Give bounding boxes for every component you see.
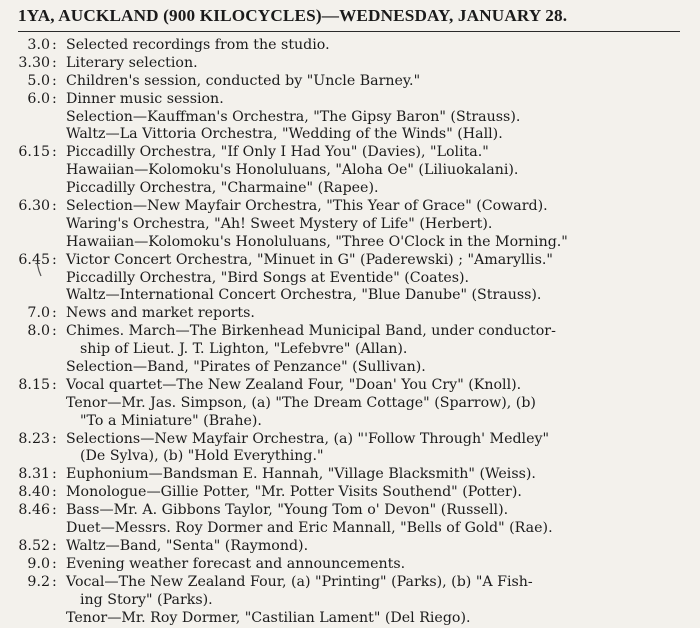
entry-text: Waltz—La Vittoria Orchestra, "Wedding of the Winds" (Hall). <box>66 126 503 143</box>
entry-text: "To a Miniature" (Brahe). <box>80 412 262 429</box>
schedule-entry-continuation <box>0 341 700 359</box>
schedule-entry <box>0 73 700 91</box>
schedule-entry-continuation <box>0 216 700 234</box>
entry-text: Dinner music session. <box>66 90 224 107</box>
entry-text: Literary selection. <box>66 54 198 71</box>
entry-time: 9.2 <box>27 573 50 590</box>
time-separator: : <box>52 72 57 89</box>
schedule-entry-continuation <box>0 180 700 198</box>
entry-text: Hawaiian—Kolomoku's Honoluluans, "Three O'Clock in the Morning." <box>66 233 568 250</box>
schedule-entry <box>0 466 700 484</box>
entry-text: Bass—Mr. A. Gibbons Taylor, "Young Tom o' Devon" (Russell). <box>66 502 509 519</box>
entry-text: Selection—Kauffman's Orchestra, "The Gipsy Baron" (Strauss). <box>66 108 521 125</box>
schedule-entry <box>0 144 700 162</box>
schedule-entry <box>0 252 700 270</box>
entry-text: Hawaiian—Kolomoku's Honoluluans, "Aloha Oe" (Liliuokalani). <box>66 162 519 179</box>
entry-time: 3.0 <box>27 37 50 53</box>
entry-text: Evening weather forecast and announcements. <box>66 555 406 572</box>
time-separator: : <box>52 144 57 161</box>
schedule-entry <box>0 574 700 592</box>
entry-time: 6.0 <box>27 90 50 107</box>
schedule-entry <box>0 37 700 55</box>
entry-time: 8.52 <box>18 537 50 554</box>
entry-text: Selected recordings from the studio. <box>66 37 330 53</box>
entry-text: ship of Lieut. J. T. Lighton, "Lefebvre" (Allan). <box>80 341 408 358</box>
time-separator: : <box>52 430 57 447</box>
schedule-entry <box>0 323 700 341</box>
schedule-entry <box>0 55 700 73</box>
entry-text: Piccadilly Orchestra, "Bird Songs at Eventide" (Coates). <box>66 269 470 286</box>
entry-text: Children's session, conducted by "Uncle Barney." <box>66 72 421 89</box>
entry-text: Selection—New Mayfair Orchestra, "This Year of Grace" (Coward). <box>66 198 548 215</box>
schedule-entry <box>0 556 700 574</box>
schedule-entry-continuation <box>0 395 700 413</box>
entry-text: Monologue—Gillie Potter, "Mr. Potter Visits Southend" (Potter). <box>66 484 522 501</box>
entry-time: 6.15 <box>18 144 50 161</box>
entry-time: 8.40 <box>18 484 50 501</box>
schedule-entry <box>0 198 700 216</box>
entry-time: 6.45 <box>18 251 50 268</box>
time-separator: : <box>52 90 57 107</box>
entry-text: Tenor—Mr. Jas. Simpson, (a) "The Dream Cottage" (Sparrow), (b) <box>66 394 536 411</box>
entry-text: Waltz—Band, "Senta" (Raymond). <box>66 537 309 554</box>
entry-time: 3.30 <box>18 54 50 71</box>
time-separator: : <box>52 251 57 268</box>
schedule-entry-continuation <box>0 109 700 127</box>
entry-text: Vocal—The New Zealand Four, (a) "Printing" (Parks), (b) "A Fish- <box>66 573 533 590</box>
schedule-entry-continuation <box>0 234 700 252</box>
entry-text: News and market reports. <box>66 305 255 322</box>
schedule-entry-continuation <box>0 520 700 538</box>
schedule-entry-continuation <box>0 126 700 144</box>
schedule-entry-continuation <box>0 270 700 288</box>
pencil-mark-icon <box>34 262 44 278</box>
schedule-entry <box>0 502 700 520</box>
entry-text: Tenor—Mr. Roy Dormer, "Castilian Lament" (Del Riego). <box>66 609 471 626</box>
schedule-entry <box>0 431 700 449</box>
entry-text: Chimes. March—The Birkenhead Municipal Band, under conductor- <box>66 323 556 340</box>
schedule-entry-continuation <box>0 287 700 305</box>
entry-text: Vocal quartet—The New Zealand Four, "Doan' You Cry" (Knoll). <box>66 376 522 393</box>
schedule-entry-continuation <box>0 359 700 377</box>
time-separator: : <box>52 54 57 71</box>
schedule-entry-continuation <box>0 413 700 431</box>
entry-text: Waring's Orchestra, "Ah! Sweet Mystery of Life" (Herbert). <box>66 215 493 232</box>
time-separator: : <box>52 573 57 590</box>
entry-time: 8.31 <box>18 466 50 483</box>
entry-time: 5.0 <box>27 72 50 89</box>
entry-text: Victor Concert Orchestra, "Minuet in G" (Paderewski) ; "Amaryllis." <box>66 251 553 268</box>
entry-time: 7.0 <box>27 305 50 322</box>
time-separator: : <box>52 484 57 501</box>
schedule-entry <box>0 91 700 109</box>
entry-time: 6.30 <box>18 198 50 215</box>
schedule-entry-continuation <box>0 610 700 628</box>
schedule-entry-continuation <box>0 448 700 466</box>
time-separator: : <box>52 37 57 53</box>
time-separator: : <box>52 305 57 322</box>
time-separator: : <box>52 537 57 554</box>
entry-text: Piccadilly Orchestra, "Charmaine" (Rapee). <box>66 180 379 197</box>
header-rule <box>18 31 680 32</box>
schedule-entry-continuation <box>0 592 700 610</box>
entry-text: ing Story" (Parks). <box>80 591 213 608</box>
time-separator: : <box>52 466 57 483</box>
entry-text: Selections—New Mayfair Orchestra, (a) "'Follow Through' Medley" <box>66 430 550 447</box>
time-separator: : <box>52 502 57 519</box>
entry-text: Euphonium—Bandsman E. Hannah, "Village Blacksmith" (Weiss). <box>66 466 536 483</box>
schedule-entry-continuation <box>0 162 700 180</box>
programme-schedule <box>0 37 700 627</box>
schedule-entry <box>0 484 700 502</box>
entry-time: 8.46 <box>18 502 50 519</box>
entry-text: Waltz—International Concert Orchestra, "Blue Danube" (Strauss). <box>66 287 542 304</box>
entry-text: Duet—Messrs. Roy Dormer and Eric Mannall, "Bells of Gold" (Rae). <box>66 520 553 537</box>
schedule-entry <box>0 377 700 395</box>
page-title: 1YA, AUCKLAND (900 KILOCYCLES)—WEDNESDAY, JANUARY 28. <box>18 6 568 25</box>
time-separator: : <box>52 323 57 340</box>
entry-time: 8.0 <box>27 323 50 340</box>
schedule-entry <box>0 538 700 556</box>
entry-time: 9.0 <box>27 555 50 572</box>
time-separator: : <box>52 376 57 393</box>
time-separator: : <box>52 198 57 215</box>
time-separator: : <box>52 555 57 572</box>
entry-time: 8.23 <box>18 430 50 447</box>
entry-text: (De Sylva), (b) "Hold Everything." <box>80 448 324 465</box>
entry-text: Selection—Band, "Pirates of Penzance" (Sullivan). <box>66 359 426 376</box>
entry-time: 8.15 <box>18 376 50 393</box>
entry-text: Piccadilly Orchestra, "If Only I Had You" (Davies), "Lolita." <box>66 144 489 161</box>
schedule-entry <box>0 305 700 323</box>
